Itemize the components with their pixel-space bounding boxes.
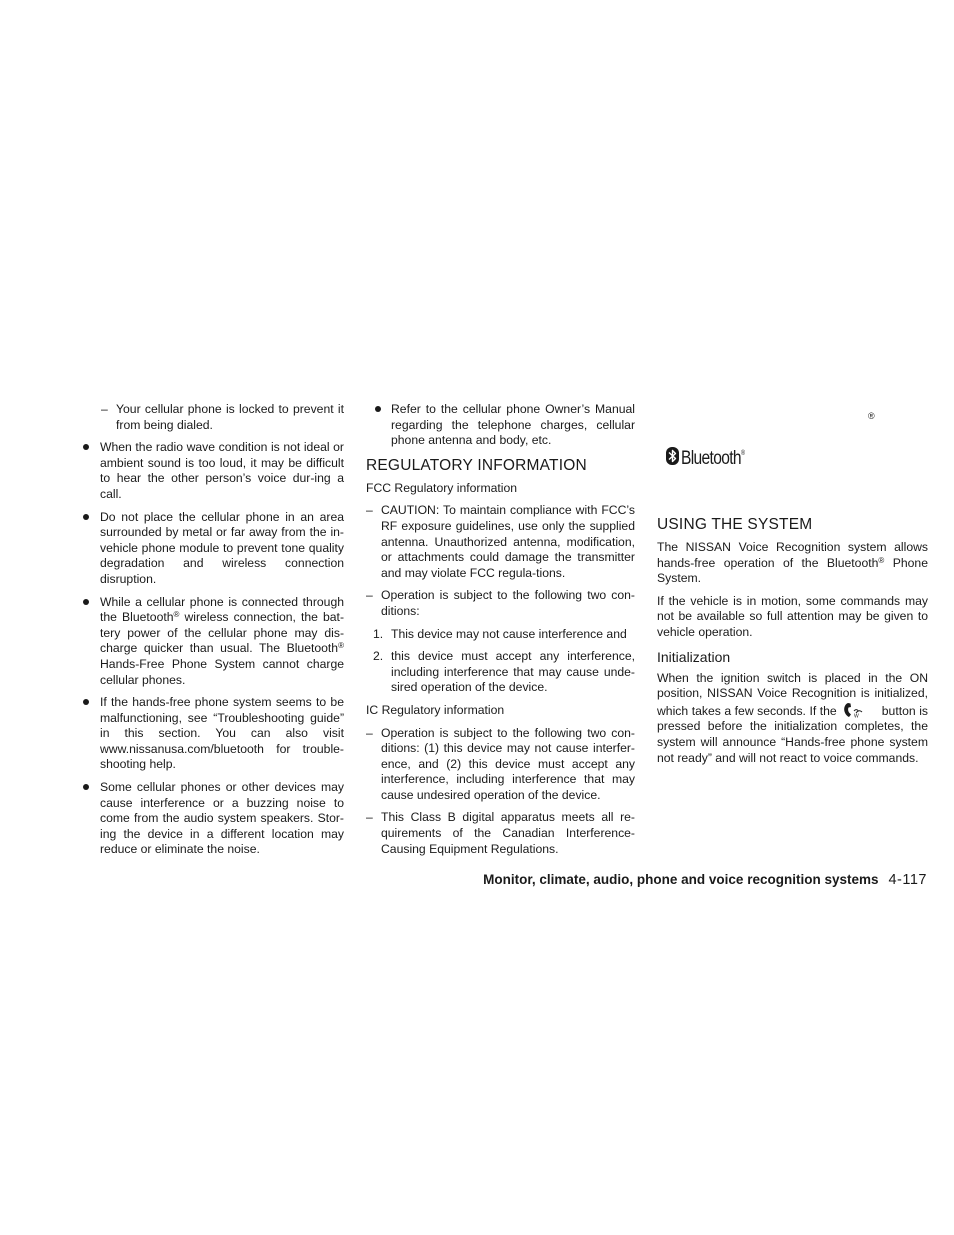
- registered-mark: ®: [878, 555, 885, 565]
- sub-item-text: Your cellular phone is locked to prevent it from being dialed.: [116, 402, 344, 432]
- dash-item: [366, 503, 635, 581]
- bullet-dot-icon: [375, 406, 381, 412]
- registered-mark: ®: [868, 411, 875, 421]
- bullet-text: Some cellular phones or other devices may cause interference or a buzzing noise to come from the audio system speakers. Stor-ing the device in a different location may reduce or eliminate the noise.: [100, 780, 344, 857]
- dash-marker: –: [366, 810, 373, 825]
- bullet-text: While a cellular phone is connected through the Bluetooth® wireless connection, the bat-tery power of the cellular phone may dis-charge quicker than usual. The Bluetooth® Hands-Free Phone System cannot charge cellular phones.: [100, 594, 345, 687]
- sub-item: [82, 402, 344, 433]
- ic-label: IC Regulatory information: [366, 702, 505, 717]
- numbered-item: [366, 649, 635, 696]
- bluetooth-wordmark: Bluetooth®: [681, 448, 746, 469]
- bullet-dot-icon: [83, 444, 89, 450]
- column-middle: [366, 402, 635, 864]
- subheading-initialization: Initialization: [657, 648, 731, 665]
- column-left: [82, 402, 344, 865]
- dash-item-text: Operation is subject to the following two con-ditions: (1) this device may not cause interfer-ence, and (2) this device must accept any interference, including interference that may cause undesired operation of the device.: [381, 725, 635, 802]
- bullet-dot-icon: [83, 599, 89, 605]
- bullet-item: [82, 595, 344, 689]
- svg-text:W: W: [854, 713, 859, 718]
- dash-marker: –: [101, 402, 108, 416]
- dash-marker: –: [366, 588, 373, 603]
- paragraph: The NISSAN Voice Recognition system allows hands-free operation of the Bluetooth® Phone System.: [657, 540, 928, 586]
- talk-phone-button-icon: [842, 702, 866, 718]
- dash-item: [366, 726, 635, 804]
- bluetooth-logo: [666, 446, 759, 467]
- bluetooth-icon: [666, 447, 679, 465]
- dash-item-text: This Class B digital apparatus meets all re-quirements of the Canadian Interference-Causing Equipment Regulations.: [381, 810, 635, 856]
- numbered-item-text: This device may not cause interference and: [391, 626, 627, 641]
- bullet-text: If the hands-free phone system seems to be malfunctioning, see “Troubleshooting guide” in this section. You can also visit www.nissanusa.com/bluetooth for trouble-shooting help.: [100, 695, 344, 772]
- paragraph: When the ignition switch is placed in the ON position, NISSAN Voice Recognition is initialized, which takes a few seconds. If the W button is pressed before the initialization completes, the system will announce “Hands-free phone system not ready” and will not react to voice commands.: [657, 670, 928, 765]
- numbered-item: [366, 627, 635, 643]
- bullet-dot-icon: [83, 514, 89, 520]
- bullet-text: When the radio wave condition is not ideal or ambient sound is too loud, it may be difficult to hear the other person’s voice dur-ing a call.: [100, 440, 344, 501]
- registered-mark: ®: [338, 641, 344, 651]
- registered-mark: ®: [173, 610, 180, 620]
- section-heading-regulatory: REGULATORY INFORMATION: [366, 456, 587, 474]
- bullet-dot-icon: [83, 784, 89, 790]
- page-footer: [400, 871, 927, 889]
- footer-section-title: Monitor, climate, audio, phone and voice recognition systems: [483, 872, 879, 887]
- dash-item: [366, 810, 635, 857]
- column-right: [657, 402, 928, 773]
- numbered-item-text: this device must accept any interference, including interference that may cause unde-sired operation of the device.: [391, 649, 635, 695]
- number-marker: 1.: [373, 626, 384, 641]
- dash-item-text: CAUTION: To maintain compliance with FCC’s RF exposure guidelines, use only the supplied antenna. Unauthorized antenna, modification, or attachments could damage the transmitter and may violate FCC regula-tions.: [381, 503, 635, 580]
- bullet-item: [82, 440, 344, 502]
- bullet-item: [366, 402, 635, 449]
- section-heading-using: USING THE SYSTEM: [657, 516, 813, 533]
- dash-item-text: Operation is subject to the following two con-ditions:: [381, 588, 635, 618]
- bullet-text: Do not place the cellular phone in an area surrounded by metal or far away from the in-vehicle phone module to prevent tone quality degradation and wireless connection disruption.: [100, 509, 344, 586]
- dash-item: [366, 588, 635, 619]
- number-marker: 2.: [373, 649, 384, 664]
- bullet-text: Refer to the cellular phone Owner’s Manual regarding the telephone charges, cellular phone antenna and body, etc.: [391, 402, 635, 448]
- page-number: 4-117: [888, 872, 927, 888]
- paragraph: If the vehicle is in motion, some commands may not be available so full attention may be given to vehicle operation.: [657, 593, 928, 639]
- bullet-item: [82, 780, 344, 858]
- bullet-dot-icon: [83, 699, 89, 705]
- fcc-label: FCC Regulatory information: [366, 480, 518, 495]
- dash-marker: –: [366, 503, 373, 518]
- logo-area: [657, 402, 928, 502]
- bullet-item: [82, 695, 344, 773]
- bullet-item: [82, 510, 344, 588]
- dash-marker: –: [366, 725, 373, 740]
